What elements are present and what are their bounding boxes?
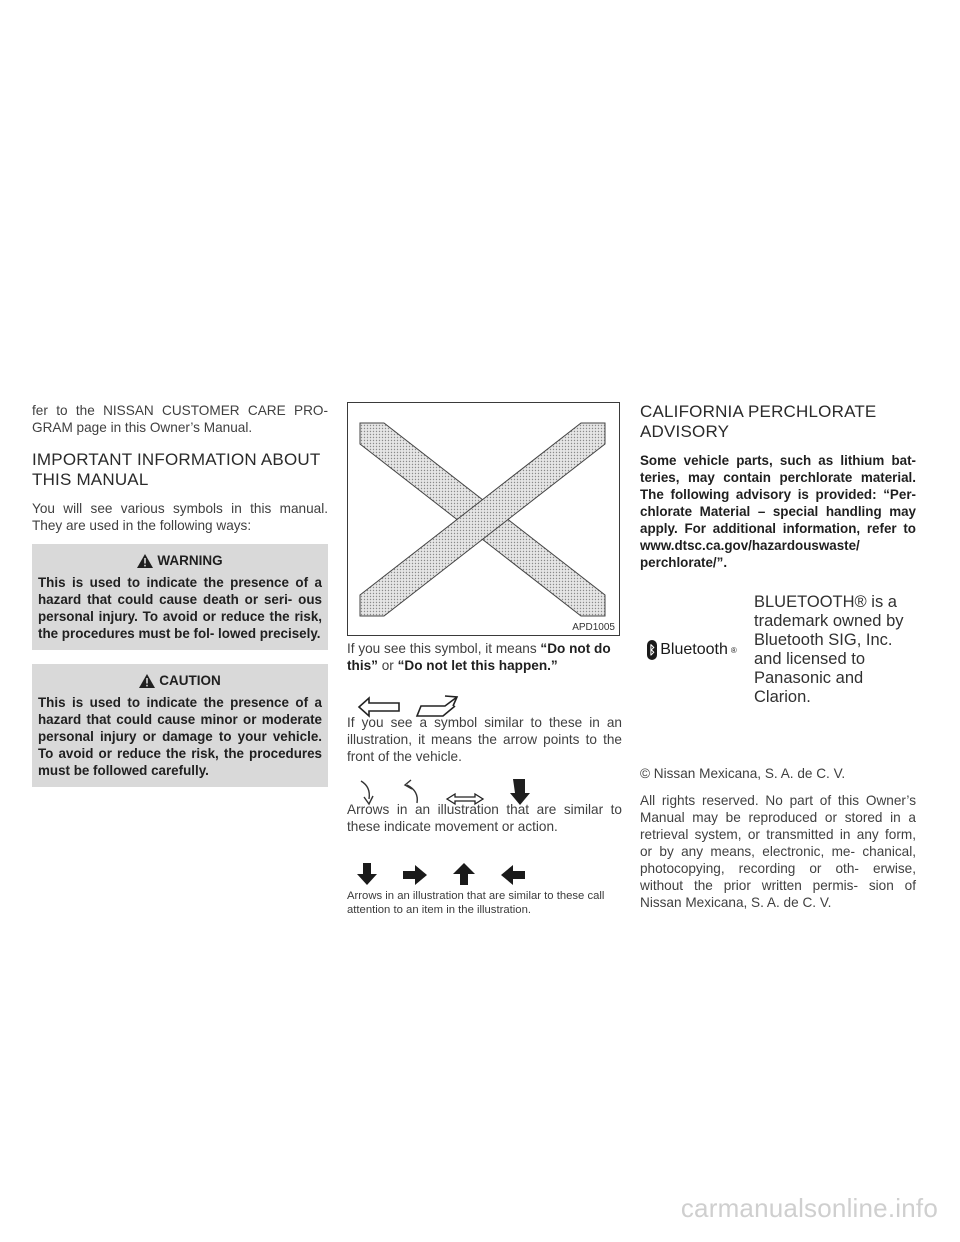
warning-text: This is used to indicate the presence of a hazard that could cause death or seri- ous personal injury. To avoid or reduce the risk, the procedures must be fol- lowed precisely. [38, 575, 322, 641]
front-arrow-text: If you see a symbol similar to these in an illustration, it means the arrow points to the front of the vehicle. [347, 715, 622, 764]
watermark: carmanualsonline.info [680, 1193, 938, 1223]
caution-header [38, 664, 322, 694]
left-column [32, 402, 328, 801]
do-not-quote-1: “Do not do this” [347, 641, 611, 673]
warning-header [38, 544, 322, 574]
rights-text: All rights reserved. No part of this Owner’s Manual may be reproduced or stored in a retrieval system, or transmitted in any form, or by any means, electronic, me- chanical, photocopying, recording or oth- erwise, without the prior written permis- sion of Nissan Mexicana, S. A. de C. V. [640, 793, 916, 910]
caution-box [32, 664, 328, 787]
arrow-right-icon [403, 865, 427, 885]
warning-label: WARNING [157, 553, 223, 568]
arrow-up-icon [453, 863, 475, 885]
intro-text: fer to the NISSAN CUSTOMER CARE PRO- GRAM page in this Owner’s Manual. [32, 403, 328, 435]
bluetooth-logo: ᛒ Bluetooth ® [648, 641, 737, 658]
movement-arrow-text: Arrows in an illustration that are similar to these indicate movement or action. [347, 802, 622, 834]
caution-triangle-icon [139, 674, 155, 688]
attention-arrows [357, 853, 622, 885]
section-heading-perchlorate: CALIFORNIA PERCHLORATE ADVISORY [640, 402, 877, 441]
middle-column [347, 402, 622, 917]
right-column [640, 402, 916, 921]
do-not-figure [347, 402, 620, 636]
do-not-text [347, 640, 622, 674]
copyright-text: © Nissan Mexicana, S. A. de C. V. [640, 766, 846, 781]
arrow-down-icon [357, 863, 377, 885]
perchlorate-advisory-text: Some vehicle parts, such as lithium bat- teries, may contain perchlorate material. The following advisory is provided: “Per- chlorate Material – special handling may apply. For additional information, refer to www.dtsc.ca.gov/hazardouswaste/ perchlorate/”. [640, 453, 916, 570]
do-not-lead: If you see this symbol, it means [347, 641, 541, 656]
caution-text: This is used to indicate the presence of a hazard that could cause minor or moderate personal injury or damage to your vehicle. To avoid or reduce the risk, the procedures must be followed carefully. [38, 695, 322, 778]
do-not-quote-2: “Do not let this happen.” [397, 658, 558, 673]
figure-code: APD1005 [572, 622, 615, 633]
caution-label: CAUTION [159, 673, 221, 688]
arrow-left-icon [501, 865, 525, 885]
bluetooth-trademark-text: BLUETOOTH® is a trademark owned by Bluetooth SIG, Inc. and licensed to Panasonic and Clarion. [754, 593, 904, 706]
do-not-or: or [377, 658, 398, 673]
section-heading-important-info: IMPORTANT INFORMATION ABOUT THIS MANUAL [32, 450, 321, 489]
bluetooth-logo-text: Bluetooth [660, 641, 728, 658]
bluetooth-trademark [640, 593, 916, 707]
bluetooth-rune-icon: ᛒ [647, 640, 657, 660]
warning-triangle-icon [137, 554, 153, 568]
attention-arrow-text: Arrows in an illustration that are similar to these call attention to an item in the illustration. [347, 890, 605, 916]
cross-x-icon [348, 403, 619, 635]
warning-box [32, 544, 328, 650]
symbols-intro-text: You will see various symbols in this manual. They are used in the following ways: [32, 501, 328, 533]
